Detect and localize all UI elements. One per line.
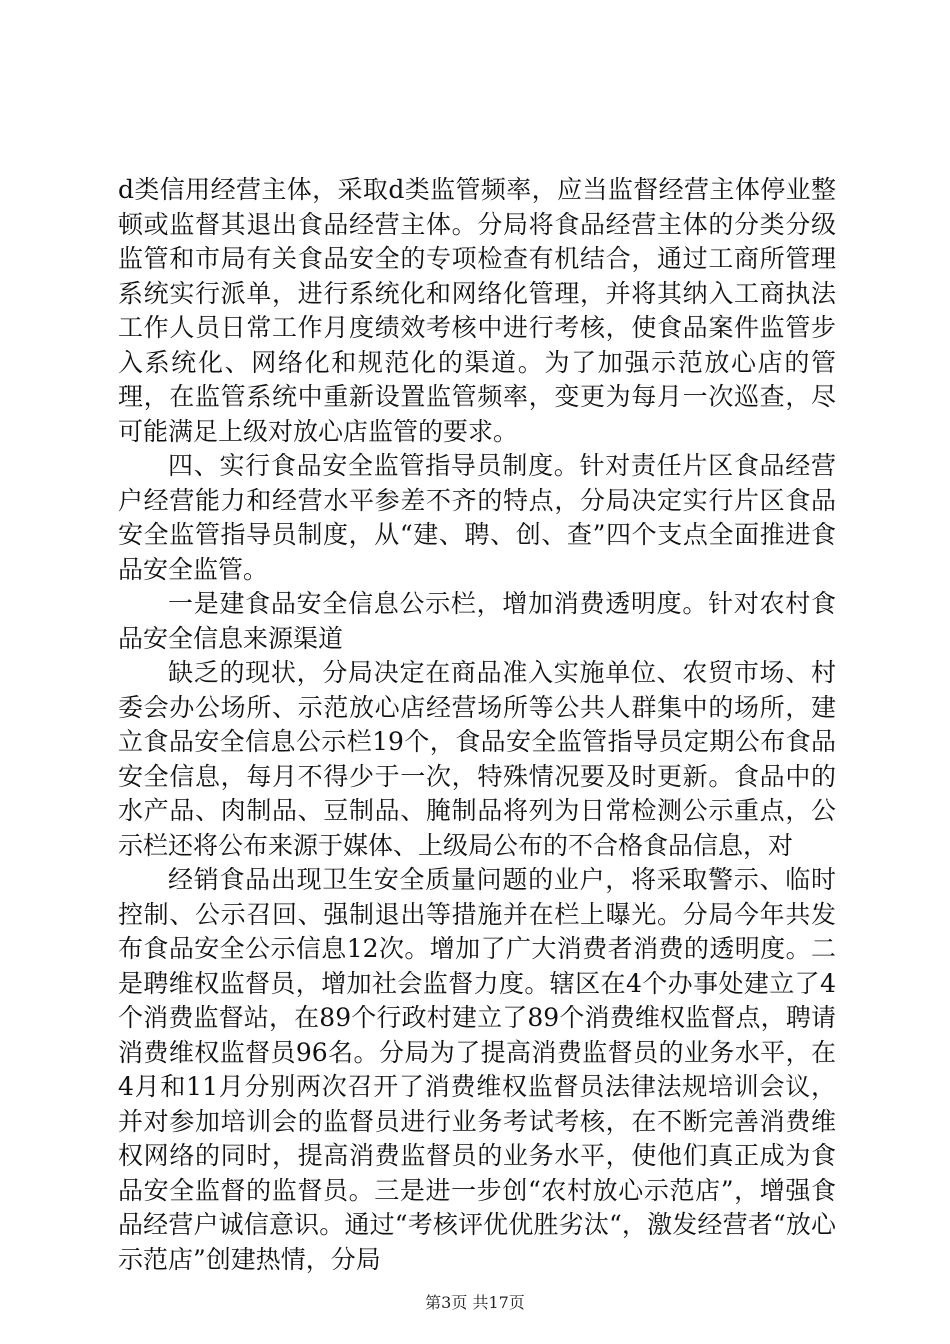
paragraph-5: 经销食品出现卫生安全质量问题的业户，将采取警示、临时控制、公示召回、强制退出等措施并在栏上曝光。分局今年共发布食品安全公示信息12次。增加了广大消费者消费的透明度。二是聘维权监督员，增加社会监督力度。辖区在4个办事处建立了4个消费监督站，在89个行政村建立了89个消费维权监督点，聘请消费维权监督员96名。分局为了提高消费监督员的业务水平，在4月和11月分别两次召开了消费维权监督员法律法规培训会议，并对参加培训会的监督员进行业务考试考核，在不断完善消费维权网络的同时，提高消费监督员的业务水平，使他们真正成为食品安全监督的监督员。三是进一步创“农村放心示范店”，增强食品经营户诚信意识。通过“考核评优优胜劣汰“，激发经营者“放心示范店”创建热情，分局 [118, 865, 836, 1274]
body-text [118, 173, 836, 1277]
paragraph-4: 缺乏的现状，分局决定在商品准入实施单位、农贸市场、村委会办公场所、示范放心店经营场所等公共人群集中的场所，建立食品安全信息公示栏19个，食品安全监管指导员定期公布食品安全信息，每月不得少于一次，特殊情况要及时更新。食品中的水产品、肉制品、豆制品、腌制品将列为日常检测公示重点，公示栏还将公布来源于媒体、上级局公布的不合格食品信息，对 [118, 658, 836, 860]
page-number-footer: 第3页 共17页 [425, 1293, 525, 1312]
paragraph-3: 一是建食品安全信息公示栏，增加消费透明度。针对农村食品安全信息来源渠道 [118, 589, 836, 653]
paragraph-1: d类信用经营主体，采取d类监管频率，应当监督经营主体停业整顿或监督其退出食品经营主体。分局将食品经营主体的分类分级监管和市局有关食品安全的专项检查有机结合，通过工商所管理系统实行派单，进行系统化和网络化管理，并将其纳入工商执法工作人员日常工作月度绩效考核中进行考核，使食品案件监管步入系统化、网络化和规范化的渠道。为了加强示范放心店的管理，在监管系统中重新设置监管频率，变更为每月一次巡查，尽可能满足上级对放心店监管的要求。 [118, 175, 836, 446]
paragraph-2: 四、实行食品安全监管指导员制度。针对责任片区食品经营户经营能力和经营水平参差不齐的特点，分局决定实行片区食品安全监管指导员制度，从“建、聘、创、查”四个支点全面推进食品安全监管。 [118, 451, 836, 584]
